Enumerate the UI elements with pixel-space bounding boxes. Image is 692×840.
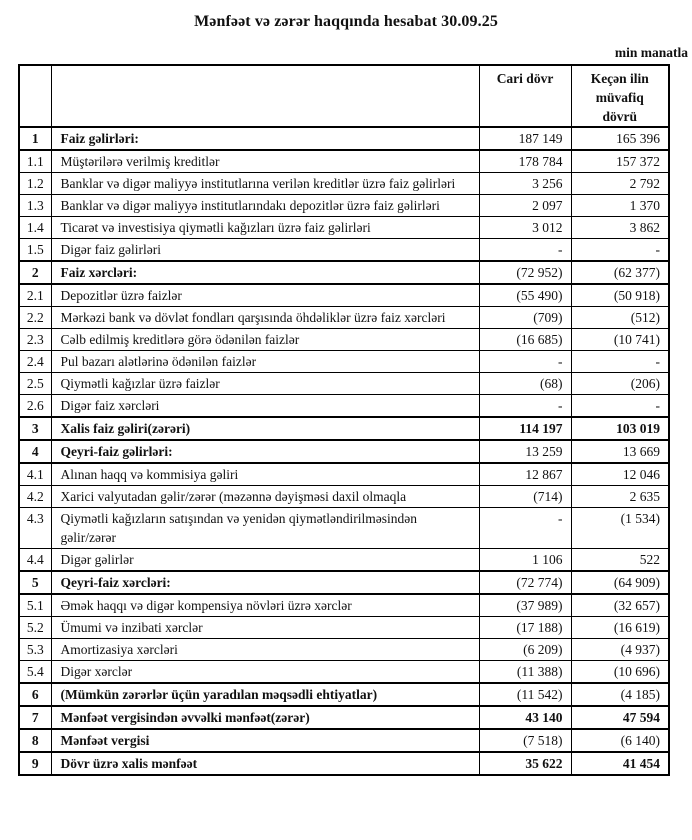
row-label-cell: Digər faiz xərcləri: [51, 395, 479, 418]
previous-period-value-cell: 1 370: [571, 195, 669, 217]
pnl-table: [18, 64, 670, 776]
row-number-cell: 4.4: [19, 549, 51, 572]
table-row: [19, 173, 669, 195]
row-label-cell: Xalis faiz gəliri(zərəri): [51, 417, 479, 440]
table-row: [19, 571, 669, 594]
table-header: [19, 65, 669, 127]
table-row: [19, 617, 669, 639]
row-number-cell: 5.4: [19, 661, 51, 684]
table-row: [19, 486, 669, 508]
header-previous-period: [571, 65, 669, 127]
row-number-cell: 5.2: [19, 617, 51, 639]
current-period-value-cell: 12 867: [479, 463, 571, 486]
row-label-cell: Pul bazarı alətlərinə ödənilən faizlər: [51, 351, 479, 373]
previous-period-value-cell: (4 937): [571, 639, 669, 661]
table-row: [19, 329, 669, 351]
previous-period-value-cell: (206): [571, 373, 669, 395]
current-period-value-cell: (16 685): [479, 329, 571, 351]
table-row: [19, 661, 669, 684]
current-period-value-cell: (72 774): [479, 571, 571, 594]
previous-period-value-cell: (1 534): [571, 508, 669, 549]
current-period-value-cell: 3 012: [479, 217, 571, 239]
current-period-value-cell: 2 097: [479, 195, 571, 217]
table-row: [19, 127, 669, 150]
table-row: [19, 351, 669, 373]
previous-period-value-cell: (6 140): [571, 729, 669, 752]
previous-period-value-cell: 157 372: [571, 150, 669, 173]
table-row: [19, 395, 669, 418]
table-row: [19, 706, 669, 729]
row-label-cell: Əmək haqqı və digər kompensiya növləri üzrə xərclər: [51, 594, 479, 617]
table-row: [19, 239, 669, 262]
row-label-cell: Müştərilərə verilmiş kreditlər: [51, 150, 479, 173]
row-number-cell: 2: [19, 261, 51, 284]
row-number-cell: 6: [19, 683, 51, 706]
row-label-cell: Qeyri-faiz xərcləri:: [51, 571, 479, 594]
previous-period-value-cell: -: [571, 351, 669, 373]
row-number-cell: 2.5: [19, 373, 51, 395]
row-label-cell: Mənfəət vergisindən əvvəlki mənfəət(zərər): [51, 706, 479, 729]
table-header-row: [19, 65, 669, 127]
previous-period-value-cell: 2 635: [571, 486, 669, 508]
previous-period-value-cell: (512): [571, 307, 669, 329]
row-label-cell: (Mümkün zərərlər üçün yaradılan məqsədli ehtiyatlar): [51, 683, 479, 706]
row-number-cell: 4.1: [19, 463, 51, 486]
row-label-cell: Digər xərclər: [51, 661, 479, 684]
row-number-cell: 9: [19, 752, 51, 775]
row-label-cell: Mərkəzi bank və dövlət fondları qarşısında öhdəliklər üzrə faiz xərcləri: [51, 307, 479, 329]
header-current-period-label: Cari dövr: [496, 71, 554, 86]
previous-period-value-cell: (62 377): [571, 261, 669, 284]
current-period-value-cell: 1 106: [479, 549, 571, 572]
current-period-value-cell: (17 188): [479, 617, 571, 639]
row-number-cell: 7: [19, 706, 51, 729]
row-label-cell: Qiymətli kağızların satışından və yenidən qiymətləndirilməsindən gəlir/zərər: [51, 508, 479, 549]
previous-period-value-cell: 522: [571, 549, 669, 572]
previous-period-value-cell: 41 454: [571, 752, 669, 775]
previous-period-value-cell: 165 396: [571, 127, 669, 150]
current-period-value-cell: (7 518): [479, 729, 571, 752]
table-body: [19, 127, 669, 775]
row-label-cell: Banklar və digər maliyyə institutlarındakı depozitlər üzrə faiz gəlirləri: [51, 195, 479, 217]
row-label-cell: Cəlb edilmiş kreditlərə görə ödənilən faizlər: [51, 329, 479, 351]
row-label-cell: Qiymətli kağızlar üzrə faizlər: [51, 373, 479, 395]
table-row: [19, 417, 669, 440]
previous-period-value-cell: (16 619): [571, 617, 669, 639]
row-number-cell: 1.1: [19, 150, 51, 173]
current-period-value-cell: -: [479, 351, 571, 373]
row-number-cell: 4: [19, 440, 51, 463]
current-period-value-cell: 35 622: [479, 752, 571, 775]
row-label-cell: Faiz xərcləri:: [51, 261, 479, 284]
current-period-value-cell: 178 784: [479, 150, 571, 173]
table-row: [19, 683, 669, 706]
row-number-cell: 2.4: [19, 351, 51, 373]
previous-period-value-cell: (10 741): [571, 329, 669, 351]
table-row: [19, 639, 669, 661]
current-period-value-cell: -: [479, 395, 571, 418]
row-label-cell: Digər gəlirlər: [51, 549, 479, 572]
current-period-value-cell: 43 140: [479, 706, 571, 729]
previous-period-value-cell: (50 918): [571, 284, 669, 307]
row-label-cell: Ticarət və investisiya qiymətli kağızları üzrə faiz gəlirləri: [51, 217, 479, 239]
table-row: [19, 463, 669, 486]
previous-period-value-cell: 47 594: [571, 706, 669, 729]
previous-period-value-cell: -: [571, 239, 669, 262]
current-period-value-cell: 187 149: [479, 127, 571, 150]
page-title: Mənfəət və zərər haqqında hesabat 30.09.25: [194, 13, 498, 30]
table-row: [19, 594, 669, 617]
row-label-cell: Xarici valyutadan gəlir/zərər (məzənnə dəyişməsi daxil olmaqla: [51, 486, 479, 508]
previous-period-value-cell: 3 862: [571, 217, 669, 239]
row-label-cell: Ümumi və inzibati xərclər: [51, 617, 479, 639]
row-number-cell: 1.5: [19, 239, 51, 262]
row-number-cell: 5.1: [19, 594, 51, 617]
previous-period-value-cell: 103 019: [571, 417, 669, 440]
table-row: [19, 150, 669, 173]
row-number-cell: 2.6: [19, 395, 51, 418]
current-period-value-cell: (68): [479, 373, 571, 395]
previous-period-value-cell: (32 657): [571, 594, 669, 617]
table-row: [19, 373, 669, 395]
table-row: [19, 195, 669, 217]
table-row: [19, 217, 669, 239]
header-previous-period-label: Keçən ilin müvafiq dövrü: [590, 71, 649, 124]
row-label-cell: Amortizasiya xərcləri: [51, 639, 479, 661]
row-number-cell: 2.1: [19, 284, 51, 307]
table-row: [19, 440, 669, 463]
row-number-cell: 1.3: [19, 195, 51, 217]
row-number-cell: 4.3: [19, 508, 51, 549]
header-current-period: [479, 65, 571, 127]
previous-period-value-cell: 13 669: [571, 440, 669, 463]
current-period-value-cell: (72 952): [479, 261, 571, 284]
row-label-cell: Qeyri-faiz gəlirləri:: [51, 440, 479, 463]
current-period-value-cell: (6 209): [479, 639, 571, 661]
row-number-cell: 5: [19, 571, 51, 594]
row-label-cell: Digər faiz gəlirləri: [51, 239, 479, 262]
table-row: [19, 284, 669, 307]
current-period-value-cell: 114 197: [479, 417, 571, 440]
current-period-value-cell: 13 259: [479, 440, 571, 463]
row-number-cell: 1.2: [19, 173, 51, 195]
row-number-cell: 8: [19, 729, 51, 752]
previous-period-value-cell: (10 696): [571, 661, 669, 684]
row-label-cell: Faiz gəlirləri:: [51, 127, 479, 150]
row-label-cell: Mənfəət vergisi: [51, 729, 479, 752]
row-label-cell: Dövr üzrə xalis mənfəət: [51, 752, 479, 775]
current-period-value-cell: (37 989): [479, 594, 571, 617]
table-row: [19, 508, 669, 549]
row-label-cell: Depozitlər üzrə faizlər: [51, 284, 479, 307]
row-number-cell: 3: [19, 417, 51, 440]
row-label-cell: Alınan haqq və kommisiya gəliri: [51, 463, 479, 486]
table-row: [19, 549, 669, 572]
unit-label: min manatla: [614, 45, 688, 60]
row-number-cell: 4.2: [19, 486, 51, 508]
current-period-value-cell: 3 256: [479, 173, 571, 195]
table-row: [19, 261, 669, 284]
current-period-value-cell: (714): [479, 486, 571, 508]
table-row: [19, 729, 669, 752]
table-row: [19, 752, 669, 775]
header-number-cell: [19, 65, 51, 127]
row-number-cell: 1: [19, 127, 51, 150]
previous-period-value-cell: 2 792: [571, 173, 669, 195]
current-period-value-cell: (709): [479, 307, 571, 329]
previous-period-value-cell: (64 909): [571, 571, 669, 594]
current-period-value-cell: -: [479, 239, 571, 262]
table-row: [19, 307, 669, 329]
current-period-value-cell: (55 490): [479, 284, 571, 307]
previous-period-value-cell: -: [571, 395, 669, 418]
previous-period-value-cell: 12 046: [571, 463, 669, 486]
current-period-value-cell: (11 542): [479, 683, 571, 706]
previous-period-value-cell: (4 185): [571, 683, 669, 706]
row-number-cell: 2.3: [19, 329, 51, 351]
header-description-cell: [51, 65, 479, 127]
row-number-cell: 5.3: [19, 639, 51, 661]
row-label-cell: Banklar və digər maliyyə institutlarına verilən kreditlər üzrə faiz gəlirləri: [51, 173, 479, 195]
current-period-value-cell: -: [479, 508, 571, 549]
current-period-value-cell: (11 388): [479, 661, 571, 684]
row-number-cell: 2.2: [19, 307, 51, 329]
row-number-cell: 1.4: [19, 217, 51, 239]
